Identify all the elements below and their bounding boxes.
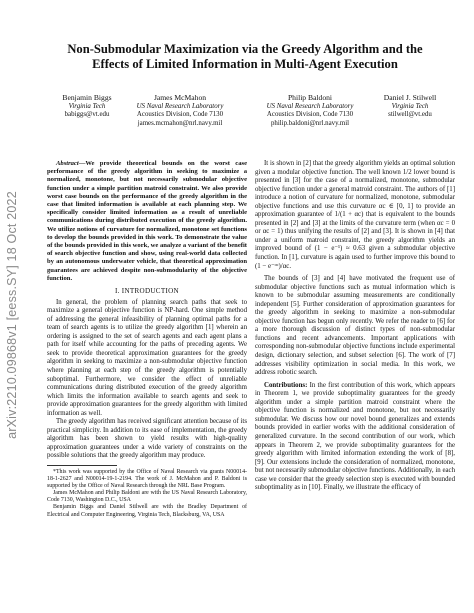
footnote-vt-affiliation: Benjamin Biggs and Daniel Stilwell are with the Bradley Department of Electrical and Computer Engineering, Virginia Tech, Blacksburg, VA, USA	[47, 504, 247, 518]
author-affiliation: Virginia Tech	[391, 102, 429, 110]
author-division: Acoustics Division, Code 7130	[266, 111, 354, 118]
abstract	[47, 160, 247, 283]
author-email: philip.baldoni@nrl.navy.mil	[270, 119, 350, 127]
footnote-nrl-affiliation: James McMahon and Philip Baldoni are with the US Naval Research Laboratory, Code 7130, Washington D.C., USA	[47, 490, 247, 504]
right-column	[255, 160, 455, 493]
author-name: Benjamin Biggs	[62, 93, 112, 102]
author-block	[40, 94, 460, 140]
author-affiliation: US Naval Research Laboratory	[266, 102, 354, 110]
footnote-funding: *This work was supported by the Office of Naval Research via grants N00014-18-1-2627 and N00014-19-1-2194. The work of J. McMahon and P. Baldoni is supported by the Office of Naval Research through the NRL Base Program.	[47, 468, 247, 490]
related-work-paragraph-1: It is shown in [2] that the greedy algorithm yields an optimal solution given a modular objective function. The well known 1/2 lower bound is presented in [3] for the case of a normalized, monotone, submodular objective function under a general matroid constraint. The authors of [1] introduce a notion of curvature for normalized, monotone, submodular objective functions and use this curvature αc ∈ [0, 1] to provide an approximation guarantee of 1/(1 + αc) that is equivalent to the bounds presented in [2] and [3] at the limits of the curvature term (when αc = 0 or αc = 1) thus unifying the results of [2] and [3]. It is shown in [4] that under a uniform matroid constraint, the greedy algorithm yields an improved bound of (1 − e⁻¹) ≈ 0.63 given a submodular objective function. In [1], curvature is again used to further improve this bound to (1 − e⁻ᵅᶜ)/αc.	[255, 160, 455, 270]
author-email: babiggs@vt.edu	[64, 111, 110, 118]
paper-title	[40, 42, 450, 72]
left-column	[47, 160, 247, 519]
abstract-label: Abstract	[56, 160, 79, 167]
author-2	[120, 94, 240, 128]
intro-paragraph-1: In general, the problem of planning search paths that seek to maximize a general objective function is NP-hard. One simple method of addressing the general infeasibility of planning optimal paths for a team of search agents is to utilize the greedy algorithm [1] wherein an ordering is assigned to the set of search agents and each agent plans a path for itself while accounting for the paths of preceding agents. We seek to provide theoretical approximation guarantees for the greedy algorithm in seeking to maximize a non-submodular objective function where planning at each step of the greedy algorithm is potentially suboptimal. Furthermore, we consider the effect of unreliable communications during distributed execution of the greedy algorithm which limits the information available to search agents and seek to provide approximation guarantees for the greedy algorithm with limited information as well.	[47, 298, 247, 417]
arxiv-identifier-text: arXiv:2210.09868v1 [eess.SY] 18 Oct 2022	[5, 191, 19, 439]
author-affiliation: Virginia Tech	[68, 102, 106, 110]
contributions-label: Contributions:	[264, 381, 308, 389]
paper-title-line-1: Non-Submodular Maximization via the Greedy Algorithm and the	[67, 42, 423, 56]
contributions-paragraph	[255, 382, 455, 493]
author-email: stilwell@vt.edu	[388, 111, 432, 118]
abstract-text: —We provide theoretical bounds on the worst case performance of the greedy algorithm in seeking to maximize a normalized, monotone, but not necessarily submodular objective function under a simple partition matroid constraint. We also provide worst case bounds on the performance of the greedy algorithm in the case that limited information is available at each planning step. We specifically consider limited information as a result of unreliable communications during distributed execution of the greedy algorithm. We utilize notions of curvature for normalized, monotone set functions to develop the bounds provided in this work. To demonstrate the value of the bounds provided in this work, we analyze a variant of the benefit of search objective function and show, using real-world data collected by an autonomous underwater vehicle, that theoretical approximation guarantees are achieved despite non-submodularity of the objective function.	[47, 160, 247, 282]
author-3	[250, 94, 370, 128]
author-affiliation: US Naval Research Laboratory	[136, 102, 224, 110]
arxiv-identifier-stamp	[4, 150, 20, 480]
contributions-text: In the first contribution of this work, which appears in Theorem 1, we provide suboptimality guarantees for the greedy algorithm under a simple partition matroid constraint where the objective function is normalized and monotone, but not necessarily submodular. We discuss how our novel bound generalizes and extends bounds provided in earlier works with the additional consideration of generalized curvature. In the second contribution of our work, which appears in Theorem 2, we provide suboptimality guarantees for the greedy algorithm with limited information extending the work of [8], [9]. Our extensions include the consideration of normalized, monotone, but not necessarily submodular objective functions. Additionally, in each case we consider that the greedy selection step is executed with bounded suboptimality as in [10]. Finally, we illustrate the efficacy of	[255, 381, 455, 492]
author-1	[52, 94, 122, 120]
paper-title-line-2: Effects of Limited Information in Multi-Agent Execution	[92, 57, 398, 71]
author-4	[370, 94, 450, 120]
related-work-paragraph-2: The bounds of [3] and [4] have motivated the frequent use of submodular objective functions such as mutual information which is known to be submodular assuming measurements are conditionally independent [5]. Further consideration of approximation guarantees for the greedy algorithm in seeking to maximize a non-submodular objective function has begun only recently. We refer the reader to [6] for a more thorough discussion of distinct types of non-submodular functions and recent advancements. Important applications with corresponding non-submodular objective functions include experimental design, dictionary selection, and subset selection [6]. The work of [7] addresses visibility optimization in social media. In this work, we address robotic search.	[255, 275, 455, 377]
intro-paragraph-2: The greedy algorithm has received significant attention because of its practical simplicity. In addition to its ease of implementation, the greedy algorithm has been shown to yield results with high-quality approximation guarantees under a wide variety of constraints on the possible solutions that the greedy algorithm may produce.	[47, 418, 247, 460]
section-heading-introduction: I. INTRODUCTION	[114, 287, 179, 296]
author-name: James McMahon	[153, 93, 207, 102]
author-email: james.mcmahon@nrl.navy.mil	[137, 119, 223, 127]
footnote-divider	[47, 465, 117, 466]
author-name: Philip Baldoni	[287, 93, 333, 102]
author-division: Acoustics Division, Code 7130	[136, 111, 224, 118]
author-name: Daniel J. Stilwell	[383, 93, 437, 102]
